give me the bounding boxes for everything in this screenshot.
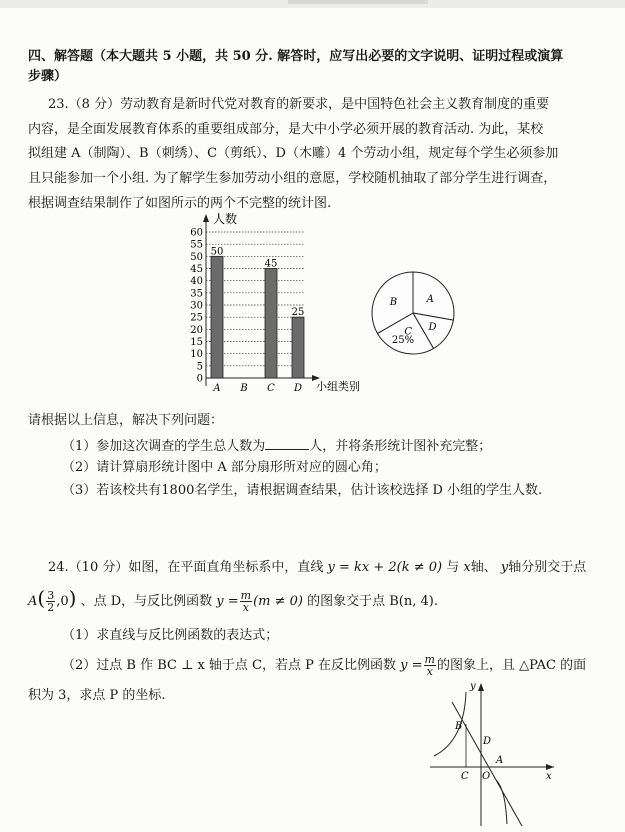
- q24-line-equation: y = kx + 2(k ≠ 0): [327, 560, 443, 575]
- x-tick-label-a: A: [213, 383, 221, 394]
- q23-sub3: （3）若该校共有1800名学生，请根据调查结果，估计该校选择 D 小组的学生人数.: [62, 483, 543, 498]
- q24-sub2-text-a: （2）过点 B 作 BC ⊥ x 轴于点 C，若点 P 在反比例函数: [62, 658, 397, 673]
- q24-condition: (m ≠ 0): [253, 594, 303, 609]
- pie-chart: [368, 268, 458, 358]
- pie-label-c: C: [404, 326, 413, 338]
- figure-label-a: A: [496, 755, 504, 766]
- y-tick-label: 25: [190, 312, 203, 324]
- q24-inverse-eq-lhs: y =: [216, 594, 239, 609]
- q24-line1-with: 与: [446, 560, 460, 575]
- q23-sub1-text-b: 人，并将条形统计图补充完整；: [309, 439, 492, 454]
- y-tick-label: 45: [190, 264, 203, 275]
- q24-sub2-eq-lhs: y =: [400, 658, 423, 673]
- top-scroll-bar: [0, 0, 625, 8]
- answer-blank[interactable]: [265, 436, 309, 450]
- bar-data-label-a: 50: [210, 246, 224, 258]
- q23-prompt: 请根据以上信息，解决下列问题：: [28, 413, 224, 428]
- y-tick-label: 30: [190, 300, 203, 312]
- q24-line1-text: 24.（10 分）如图，在平面直角坐标系中，直线: [48, 560, 324, 575]
- figure-label-d: D: [483, 736, 492, 747]
- y-tick-label: 35: [190, 288, 203, 300]
- q24-y-symbol: y: [500, 560, 509, 575]
- fraction-x: x: [426, 665, 433, 678]
- bar-c: [265, 269, 277, 379]
- bar-data-label-d: 25: [291, 307, 305, 319]
- y-tick-label: 0: [196, 373, 203, 385]
- bar-chart: [176, 212, 376, 394]
- q24-sub1: （1）求直线与反比例函数的表达式；: [62, 628, 279, 643]
- x-tick-label-d: D: [293, 383, 303, 394]
- x-tick-label-c: C: [267, 383, 275, 394]
- q24-sub2-continued: 积为 3，求点 P 的坐标.: [28, 688, 166, 703]
- top-scroll-marker: [288, 0, 428, 4]
- pie-label-a: A: [426, 294, 434, 306]
- q24-sub2: [62, 654, 612, 677]
- y-tick-label: 40: [190, 276, 203, 288]
- q24-inverse-fraction: [240, 590, 252, 613]
- fraction-m: m: [240, 589, 252, 602]
- q23-sub1: [62, 436, 612, 455]
- q24-line2-mid: 、点 D，与反比例函数: [80, 594, 213, 609]
- q24-line2: A( $\frac{3}{2}$ ,0) 、点 D，与反比例函数 y = $\frac{m}{x}$ (m ≠ 0) 的图象交于点 B(n, 4).: [28, 586, 438, 614]
- q24-point-a: A: [28, 594, 38, 609]
- bar-data-label-c: 45: [264, 258, 278, 270]
- q24-axis-word: 轴、: [470, 560, 497, 575]
- y-tick-label: 55: [190, 239, 203, 251]
- q24-point-a-y: ,0: [56, 594, 69, 609]
- figure-label-o: O: [482, 771, 491, 782]
- q24-x-symbol: x: [463, 560, 471, 575]
- fraction-numerator: 3: [47, 589, 55, 602]
- q23-line3: 拟组建 A（制陶）、B（刺绣）、C（剪纸）、D（木雕）4 个劳动小组，规定每个学生必须参加: [28, 146, 559, 161]
- fraction-m: m: [424, 653, 435, 666]
- figure-label-x: x: [546, 771, 552, 782]
- y-tick-label: 20: [190, 324, 203, 336]
- figure-label-b: B: [455, 721, 463, 732]
- pie-label-d: D: [428, 322, 437, 334]
- y-tick-label: 5: [196, 361, 203, 373]
- pie-label-b: B: [389, 297, 398, 309]
- section-heading-continued: 步骤）: [28, 69, 68, 84]
- q24-line1-end: 轴分别交于点: [508, 560, 587, 575]
- y-tick-label: 10: [190, 349, 203, 361]
- figure-y-arrow: [478, 683, 484, 691]
- y-axis-arrow: [203, 214, 209, 222]
- bar-d: [292, 317, 304, 378]
- q23-sub1-text-a: （1）参加这次调查的学生总人数为: [62, 439, 266, 454]
- x-tick-label-b: B: [240, 383, 248, 394]
- q23-sub2: （2）请计算扇形统计图中 A 部分扇形所对应的圆心角；: [62, 460, 387, 475]
- q24-coordinate-figure: [424, 678, 564, 828]
- bar-chart-xlabel: 小组类别: [316, 380, 360, 393]
- bar-chart-ylabel: 人数: [213, 212, 238, 226]
- y-tick-label: 50: [190, 251, 203, 263]
- figure-label-c: C: [461, 771, 469, 782]
- fraction-x: x: [242, 601, 249, 614]
- line-y-kx-plus-2: [452, 702, 522, 826]
- q24-line2-end: 的图象交于点 B(n, 4).: [307, 594, 438, 609]
- section-heading: 四、解答题（本大题共 5 小题，共 50 分. 解答时，应写出必要的文字说明、证明过程或演算: [28, 49, 564, 64]
- bar-a: [211, 256, 223, 378]
- figure-label-y: y: [470, 681, 476, 692]
- pie-annotation-c-percent: 25%: [391, 335, 415, 346]
- q24-line1: [48, 559, 608, 576]
- figure-x-arrow: [546, 764, 554, 770]
- q24-fraction-3-2: [46, 590, 55, 613]
- q24-sub2-text-b: 的图象上，且 △PAC 的面: [436, 658, 587, 673]
- y-tick-label: 60: [190, 227, 203, 239]
- hyperbola-branch-lower-right: [496, 780, 507, 824]
- q23-line1: 23.（8 分）劳动教育是新时代党对教育的新要求，是中国特色社会主义教育制度的重要: [48, 97, 550, 112]
- fraction-denominator: 2: [47, 601, 55, 614]
- y-tick-label: 15: [190, 337, 203, 348]
- q24-sub2-fraction: [424, 654, 436, 677]
- q23-line4: 且只能参加一个小组. 为了解学生参加劳动小组的意愿，学校随机抽取了部分学生进行调查，: [28, 171, 557, 186]
- q23-line5: 根据调查结果制作了如图所示的两个不完整的统计图.: [28, 196, 332, 211]
- q23-line2: 内容，是全面发展教育体系的重要组成部分，是大中小学必须开展的教育活动. 为此，某校: [28, 122, 544, 137]
